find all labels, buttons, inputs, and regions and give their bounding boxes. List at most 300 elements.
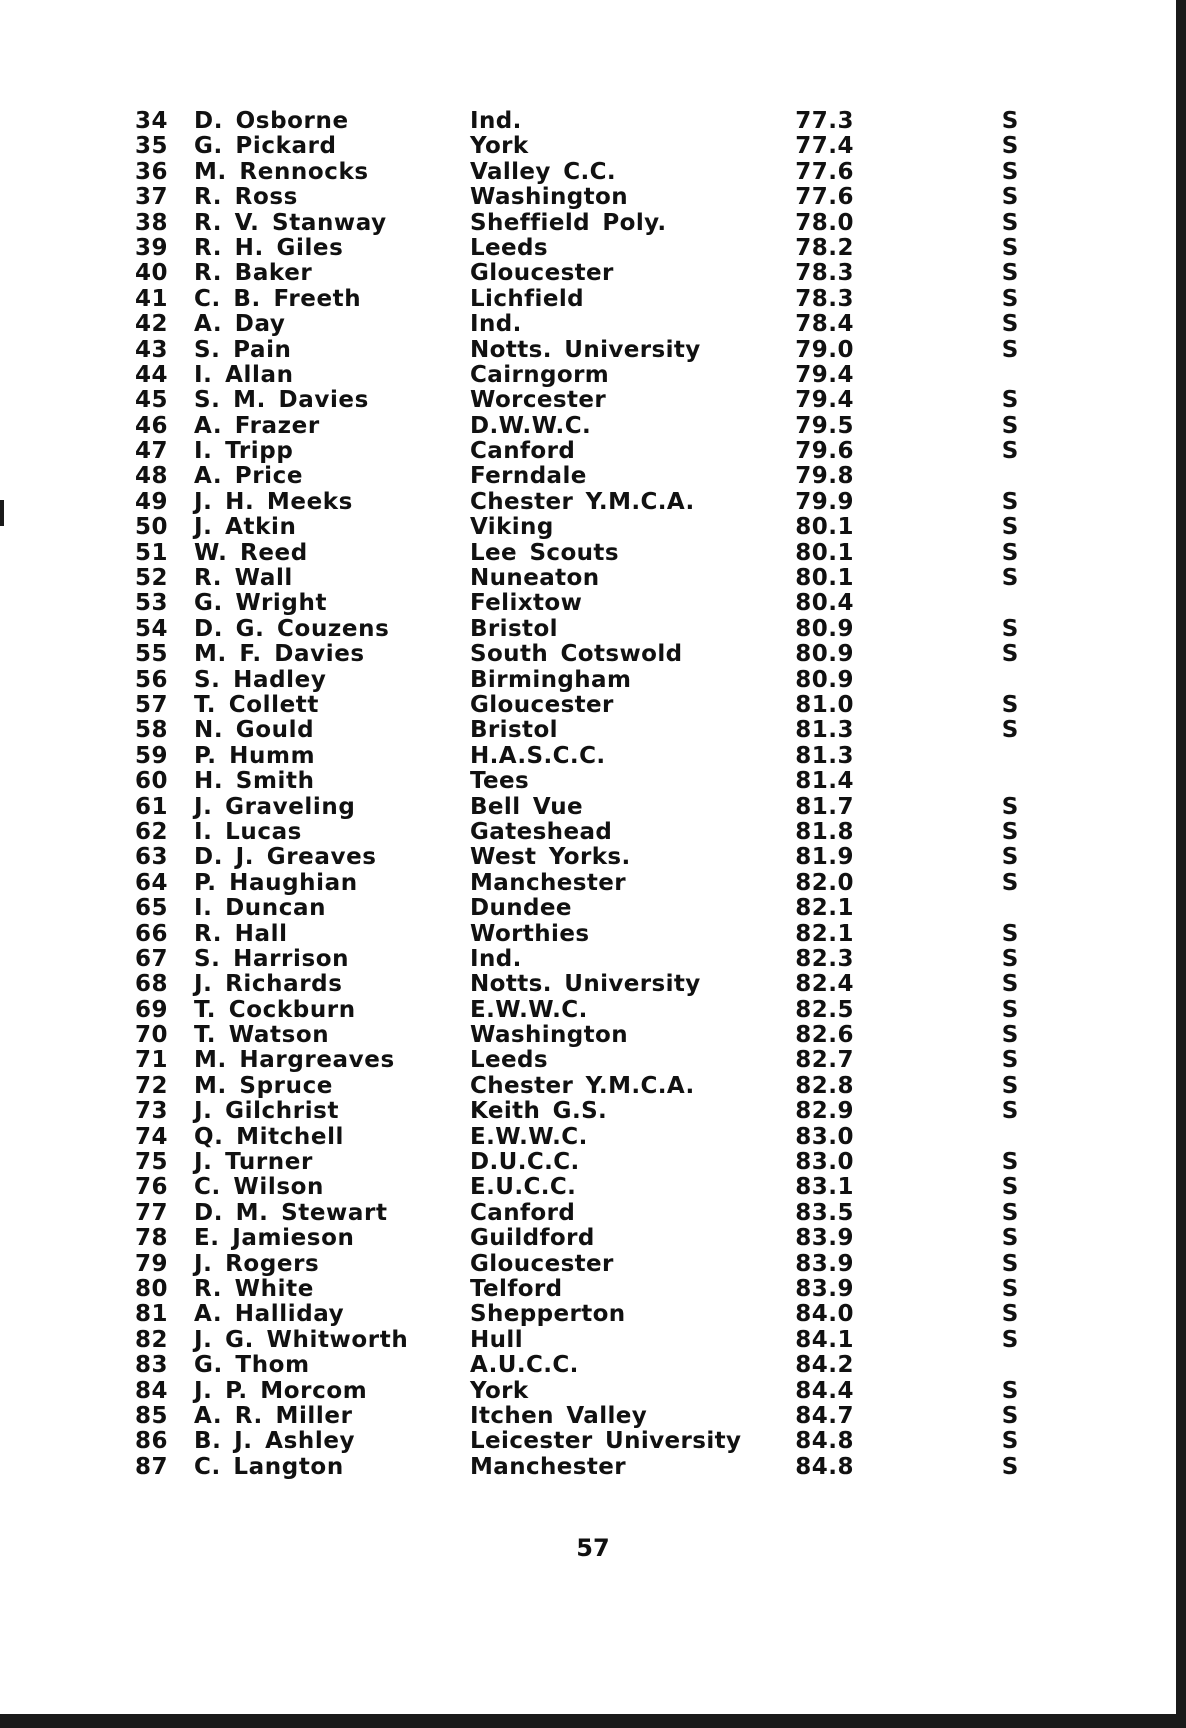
result-flag: S	[1001, 539, 1019, 566]
result-row	[124, 414, 1044, 439]
result-club: Valley C.C.	[470, 158, 617, 185]
result-position: 51	[134, 539, 168, 566]
result-flag: S	[1001, 615, 1019, 642]
result-time: 77.6	[795, 158, 854, 185]
result-name: J. H. Meeks	[194, 488, 353, 515]
result-club: Ind.	[470, 945, 522, 972]
result-club: Nuneaton	[470, 565, 600, 592]
result-flag: S	[1001, 1275, 1019, 1302]
result-row	[124, 541, 1044, 566]
result-time: 80.1	[795, 565, 854, 592]
result-flag: S	[1001, 311, 1019, 338]
result-row	[124, 1455, 1044, 1480]
result-time: 83.9	[795, 1250, 854, 1277]
result-time: 79.5	[795, 412, 854, 439]
result-flag: S	[1001, 1428, 1019, 1455]
result-club: York	[470, 1377, 529, 1404]
result-time: 79.4	[795, 361, 854, 388]
result-row	[124, 1328, 1044, 1353]
result-club: Keith G.S.	[470, 1098, 608, 1125]
result-time: 84.8	[795, 1428, 854, 1455]
result-flag: S	[1001, 1098, 1019, 1125]
result-position: 44	[134, 361, 168, 388]
result-name: H. Smith	[194, 768, 315, 795]
result-name: N. Gould	[194, 717, 315, 744]
result-flag: S	[1001, 438, 1019, 465]
result-time: 79.6	[795, 438, 854, 465]
result-row	[124, 1099, 1044, 1124]
result-club: E.U.C.C.	[470, 1174, 577, 1201]
result-row	[124, 515, 1044, 540]
result-time: 79.9	[795, 488, 854, 515]
result-row	[124, 1429, 1044, 1454]
result-club: Canford	[470, 438, 576, 465]
result-club: D.W.W.C.	[470, 412, 592, 439]
result-club: Viking	[470, 514, 554, 541]
result-position: 59	[134, 742, 168, 769]
result-club: Notts. University	[470, 971, 701, 998]
result-name: A. Day	[194, 311, 286, 338]
result-position: 68	[134, 971, 168, 998]
result-club: H.A.S.C.C.	[470, 742, 606, 769]
result-time: 81.0	[795, 691, 854, 718]
result-position: 37	[134, 184, 168, 211]
result-flag: S	[1001, 1402, 1019, 1429]
result-time: 84.2	[795, 1352, 854, 1379]
result-position: 40	[134, 260, 168, 287]
result-row	[124, 1404, 1044, 1429]
result-name: R. Hall	[194, 920, 288, 947]
result-club: Gloucester	[470, 1250, 614, 1277]
result-club: Bristol	[470, 717, 558, 744]
result-club: Tees	[470, 768, 530, 795]
result-time: 78.3	[795, 285, 854, 312]
result-row	[124, 972, 1044, 997]
result-position: 70	[134, 1022, 168, 1049]
result-club: Manchester	[470, 869, 627, 896]
result-row	[124, 744, 1044, 769]
result-club: E.W.W.C.	[470, 1123, 588, 1150]
result-club: Leicester University	[470, 1428, 742, 1455]
result-position: 79	[134, 1250, 168, 1277]
result-club: Hull	[470, 1326, 523, 1353]
result-name: J. Graveling	[194, 793, 356, 820]
result-position: 86	[134, 1428, 168, 1455]
result-name: W. Reed	[194, 539, 308, 566]
result-row	[124, 1023, 1044, 1048]
scan-edge-bottom	[0, 1714, 1186, 1728]
result-time: 82.8	[795, 1072, 854, 1099]
result-club: Gloucester	[470, 260, 614, 287]
result-row	[124, 134, 1044, 159]
result-flag: S	[1001, 1072, 1019, 1099]
result-flag: S	[1001, 1301, 1019, 1328]
result-row	[124, 1379, 1044, 1404]
result-club: Washington	[470, 184, 629, 211]
result-name: G. Wright	[194, 590, 328, 617]
result-row	[124, 312, 1044, 337]
result-row	[124, 998, 1044, 1023]
result-time: 83.5	[795, 1199, 854, 1226]
result-position: 66	[134, 920, 168, 947]
result-position: 64	[134, 869, 168, 896]
result-club: Chester Y.M.C.A.	[470, 1072, 695, 1099]
result-flag: S	[1001, 260, 1019, 287]
result-position: 35	[134, 133, 168, 160]
result-time: 81.4	[795, 768, 854, 795]
result-time: 82.5	[795, 996, 854, 1023]
result-position: 58	[134, 717, 168, 744]
result-row	[124, 1201, 1044, 1226]
result-club: Chester Y.M.C.A.	[470, 488, 695, 515]
result-time: 78.2	[795, 234, 854, 261]
result-row	[124, 820, 1044, 845]
result-position: 83	[134, 1352, 168, 1379]
result-club: Washington	[470, 1022, 629, 1049]
result-club: South Cotswold	[470, 641, 683, 668]
result-club: York	[470, 133, 529, 160]
result-name: R. V. Stanway	[194, 209, 387, 236]
result-club: Worcester	[470, 387, 607, 414]
result-name: J. P. Morcom	[194, 1377, 368, 1404]
result-flag: S	[1001, 844, 1019, 871]
result-row	[124, 185, 1044, 210]
result-flag: S	[1001, 818, 1019, 845]
result-name: A. Frazer	[194, 412, 320, 439]
result-name: A. Halliday	[194, 1301, 345, 1328]
result-flag: S	[1001, 412, 1019, 439]
result-position: 55	[134, 641, 168, 668]
result-flag: S	[1001, 971, 1019, 998]
result-club: Sheffield Poly.	[470, 209, 667, 236]
result-flag: S	[1001, 1149, 1019, 1176]
result-row	[124, 617, 1044, 642]
result-flag: S	[1001, 691, 1019, 718]
result-row	[124, 1074, 1044, 1099]
result-name: J. Rogers	[194, 1250, 320, 1277]
result-position: 52	[134, 565, 168, 592]
result-row	[124, 211, 1044, 236]
result-row	[124, 795, 1044, 820]
result-time: 83.1	[795, 1174, 854, 1201]
result-name: M. Spruce	[194, 1072, 334, 1099]
result-flag: S	[1001, 793, 1019, 820]
result-flag: S	[1001, 945, 1019, 972]
result-name: J. Richards	[194, 971, 343, 998]
scan-edge-mark	[0, 500, 4, 526]
result-position: 63	[134, 844, 168, 871]
result-position: 47	[134, 438, 168, 465]
result-flag: S	[1001, 234, 1019, 261]
result-name: D. M. Stewart	[194, 1199, 388, 1226]
result-flag: S	[1001, 387, 1019, 414]
result-row	[124, 947, 1044, 972]
result-row	[124, 236, 1044, 261]
result-position: 53	[134, 590, 168, 617]
result-flag: S	[1001, 641, 1019, 668]
result-name: B. J. Ashley	[194, 1428, 356, 1455]
result-flag: S	[1001, 1022, 1019, 1049]
result-name: J. G. Whitworth	[194, 1326, 409, 1353]
result-position: 80	[134, 1275, 168, 1302]
result-row	[124, 338, 1044, 363]
result-position: 78	[134, 1225, 168, 1252]
result-name: P. Humm	[194, 742, 316, 769]
result-row	[124, 388, 1044, 413]
result-row	[124, 922, 1044, 947]
result-position: 81	[134, 1301, 168, 1328]
result-time: 81.3	[795, 717, 854, 744]
result-club: Cairngorm	[470, 361, 610, 388]
result-time: 83.0	[795, 1149, 854, 1176]
result-row	[124, 1252, 1044, 1277]
result-position: 54	[134, 615, 168, 642]
result-name: R. H. Giles	[194, 234, 344, 261]
result-time: 81.8	[795, 818, 854, 845]
result-flag: S	[1001, 184, 1019, 211]
result-position: 39	[134, 234, 168, 261]
result-club: Itchen Valley	[470, 1402, 648, 1429]
result-time: 82.1	[795, 895, 854, 922]
result-name: M. F. Davies	[194, 641, 365, 668]
result-name: C. B. Freeth	[194, 285, 362, 312]
result-row	[124, 668, 1044, 693]
result-row	[124, 109, 1044, 134]
result-name: D. Osborne	[194, 108, 349, 134]
result-position: 43	[134, 336, 168, 363]
result-row	[124, 642, 1044, 667]
result-flag: S	[1001, 514, 1019, 541]
result-position: 67	[134, 945, 168, 972]
result-time: 82.1	[795, 920, 854, 947]
result-club: Ind.	[470, 311, 522, 338]
result-name: I. Lucas	[194, 818, 302, 845]
result-row	[124, 1277, 1044, 1302]
result-name: T. Cockburn	[194, 996, 356, 1023]
result-row	[124, 490, 1044, 515]
result-time: 83.9	[795, 1275, 854, 1302]
result-time: 81.3	[795, 742, 854, 769]
result-flag: S	[1001, 158, 1019, 185]
result-club: Guildford	[470, 1225, 595, 1252]
result-row	[124, 464, 1044, 489]
result-name: G. Pickard	[194, 133, 337, 160]
result-name: J. Turner	[194, 1149, 313, 1176]
result-position: 82	[134, 1326, 168, 1353]
result-flag: S	[1001, 336, 1019, 363]
result-flag: S	[1001, 1250, 1019, 1277]
result-time: 81.9	[795, 844, 854, 871]
result-time: 82.9	[795, 1098, 854, 1125]
result-name: G. Thom	[194, 1352, 310, 1379]
result-club: Dundee	[470, 895, 572, 922]
result-time: 84.0	[795, 1301, 854, 1328]
result-position: 34	[134, 108, 168, 134]
result-time: 80.9	[795, 615, 854, 642]
result-time: 80.9	[795, 666, 854, 693]
result-name: E. Jamieson	[194, 1225, 355, 1252]
result-time: 84.7	[795, 1402, 854, 1429]
result-position: 50	[134, 514, 168, 541]
result-club: Bristol	[470, 615, 558, 642]
result-club: E.W.W.C.	[470, 996, 588, 1023]
result-name: P. Haughian	[194, 869, 358, 896]
result-name: M. Hargreaves	[194, 1047, 395, 1074]
result-position: 76	[134, 1174, 168, 1201]
result-row	[124, 439, 1044, 464]
result-position: 84	[134, 1377, 168, 1404]
result-time: 82.7	[795, 1047, 854, 1074]
result-time: 82.3	[795, 945, 854, 972]
result-name: A. Price	[194, 463, 304, 490]
result-name: J. Atkin	[194, 514, 297, 541]
result-row	[124, 896, 1044, 921]
result-name: D. J. Greaves	[194, 844, 377, 871]
result-club: Ferndale	[470, 463, 587, 490]
result-name: R. Baker	[194, 260, 313, 287]
result-time: 83.0	[795, 1123, 854, 1150]
result-time: 80.4	[795, 590, 854, 617]
result-row	[124, 1125, 1044, 1150]
result-position: 75	[134, 1149, 168, 1176]
result-flag: S	[1001, 209, 1019, 236]
result-position: 41	[134, 285, 168, 312]
result-row	[124, 160, 1044, 185]
result-row	[124, 1226, 1044, 1251]
result-flag: S	[1001, 488, 1019, 515]
result-time: 77.6	[795, 184, 854, 211]
result-time: 82.6	[795, 1022, 854, 1049]
result-club: D.U.C.C.	[470, 1149, 580, 1176]
result-time: 82.0	[795, 869, 854, 896]
result-club: West Yorks.	[470, 844, 631, 871]
result-time: 81.7	[795, 793, 854, 820]
result-club: Lee Scouts	[470, 539, 619, 566]
result-club: Manchester	[470, 1453, 627, 1480]
result-row	[124, 769, 1044, 794]
result-flag: S	[1001, 565, 1019, 592]
result-row	[124, 1175, 1044, 1200]
result-club: Leeds	[470, 1047, 549, 1074]
result-flag: S	[1001, 1225, 1019, 1252]
result-name: R. Wall	[194, 565, 293, 592]
result-position: 65	[134, 895, 168, 922]
result-position: 48	[134, 463, 168, 490]
result-club: Bell Vue	[470, 793, 584, 820]
result-time: 79.0	[795, 336, 854, 363]
result-flag: S	[1001, 133, 1019, 160]
result-position: 61	[134, 793, 168, 820]
result-row	[124, 871, 1044, 896]
result-position: 71	[134, 1047, 168, 1074]
result-time: 80.9	[795, 641, 854, 668]
result-position: 87	[134, 1453, 168, 1480]
result-row	[124, 1302, 1044, 1327]
result-flag: S	[1001, 1377, 1019, 1404]
result-name: R. Ross	[194, 184, 298, 211]
result-position: 42	[134, 311, 168, 338]
result-club: Leeds	[470, 234, 549, 261]
result-name: M. Rennocks	[194, 158, 369, 185]
result-name: S. Pain	[194, 336, 292, 363]
result-flag: S	[1001, 996, 1019, 1023]
result-name: I. Duncan	[194, 895, 327, 922]
result-name: T. Collett	[194, 691, 319, 718]
result-row	[124, 1048, 1044, 1073]
scan-edge-right	[1176, 0, 1186, 1728]
result-flag: S	[1001, 285, 1019, 312]
result-position: 85	[134, 1402, 168, 1429]
result-name: I. Allan	[194, 361, 294, 388]
result-time: 78.4	[795, 311, 854, 338]
result-club: Shepperton	[470, 1301, 626, 1328]
result-name: A. R. Miller	[194, 1402, 353, 1429]
result-time: 77.4	[795, 133, 854, 160]
result-club: Worthies	[470, 920, 590, 947]
result-name: J. Gilchrist	[194, 1098, 340, 1125]
result-name: Q. Mitchell	[194, 1123, 345, 1150]
result-club: Telford	[470, 1275, 563, 1302]
result-position: 45	[134, 387, 168, 414]
result-flag: S	[1001, 1199, 1019, 1226]
page-number: 57	[576, 1534, 610, 1562]
results-list	[124, 109, 1044, 1480]
result-row	[124, 1150, 1044, 1175]
result-position: 77	[134, 1199, 168, 1226]
result-time: 78.3	[795, 260, 854, 287]
result-club: Gloucester	[470, 691, 614, 718]
result-flag: S	[1001, 108, 1019, 134]
result-position: 73	[134, 1098, 168, 1125]
result-row	[124, 1353, 1044, 1378]
result-name: I. Tripp	[194, 438, 294, 465]
result-position: 69	[134, 996, 168, 1023]
result-flag: S	[1001, 717, 1019, 744]
result-time: 80.1	[795, 539, 854, 566]
result-position: 56	[134, 666, 168, 693]
result-row	[124, 261, 1044, 286]
result-row	[124, 718, 1044, 743]
result-time: 84.8	[795, 1453, 854, 1480]
result-name: T. Watson	[194, 1022, 330, 1049]
result-club: Felixtow	[470, 590, 583, 617]
result-flag: S	[1001, 1174, 1019, 1201]
result-position: 36	[134, 158, 168, 185]
result-time: 84.1	[795, 1326, 854, 1353]
result-row	[124, 566, 1044, 591]
result-club: Notts. University	[470, 336, 701, 363]
result-position: 72	[134, 1072, 168, 1099]
result-name: S. Hadley	[194, 666, 327, 693]
result-position: 38	[134, 209, 168, 236]
result-club: Birmingham	[470, 666, 632, 693]
result-name: D. G. Couzens	[194, 615, 390, 642]
result-position: 62	[134, 818, 168, 845]
result-name: S. M. Davies	[194, 387, 369, 414]
result-position: 46	[134, 412, 168, 439]
result-name: C. Wilson	[194, 1174, 325, 1201]
result-time: 84.4	[795, 1377, 854, 1404]
result-club: Lichfield	[470, 285, 584, 312]
result-time: 78.0	[795, 209, 854, 236]
result-row	[124, 287, 1044, 312]
result-flag: S	[1001, 1047, 1019, 1074]
result-club: A.U.C.C.	[470, 1352, 579, 1379]
result-name: S. Harrison	[194, 945, 350, 972]
result-club: Ind.	[470, 108, 522, 134]
result-row	[124, 591, 1044, 616]
result-time: 79.4	[795, 387, 854, 414]
